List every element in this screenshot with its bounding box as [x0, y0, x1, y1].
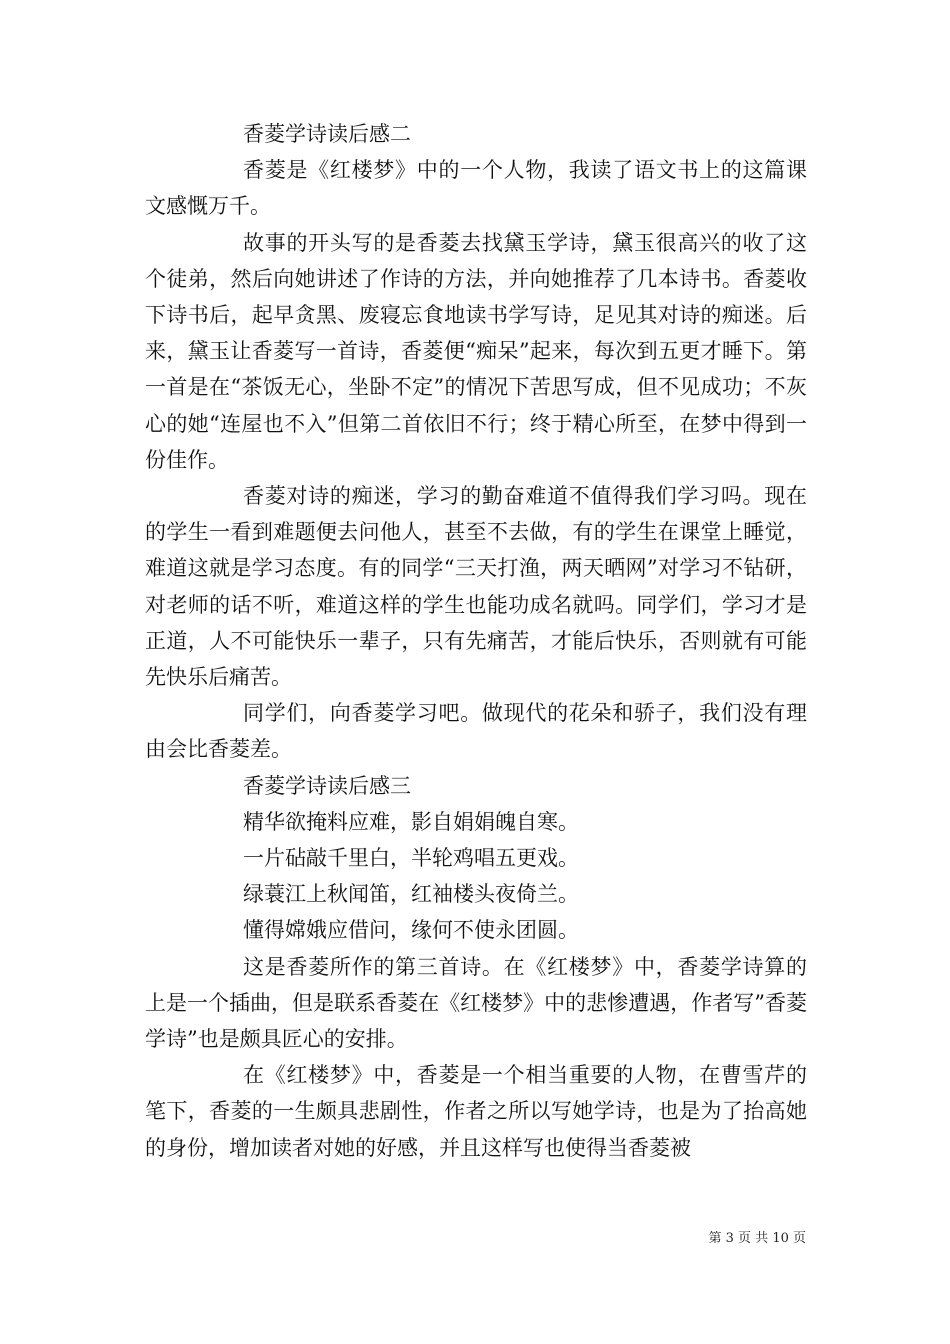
paragraph: 故事的开头写的是香菱去找黛玉学诗，黛玉很高兴的收了这个徒弟，然后向她讲述了作诗的方法，并向她推荐了几本诗书。香菱收下诗书后，起早贪黑、废寝忘食地读书学写诗，足见其对诗的痴迷。后来，黛玉让香菱写一首诗，香菱便“痴呆”起来，每次到五更才睡下。第一首是在“茶饭无心，坐卧不定”的情况下苦思写成，但不见成功；不灰心的她“连屋也不入”但第二首依旧不行；终于精心所至，在梦中得到一份佳作。	[145, 230, 807, 472]
document-body	[145, 116, 807, 1166]
poem-line: 精华欲掩料应难，影自娟娟魄自寒。	[243, 809, 579, 834]
poem-line: 绿蓑江上秋闻笛，红袖楼头夜倚兰。	[243, 882, 579, 907]
page-number: 第 3 页 共 10 页	[708, 1231, 806, 1246]
poem-line: 懂得嫦娥应借问，缘何不使永团圆。	[243, 918, 579, 943]
section-title: 香菱学诗读后感二	[243, 122, 411, 146]
paragraph: 香菱是《红楼梦》中的一个人物，我读了语文书上的这篇课文感慨万千。	[145, 158, 807, 219]
paragraph: 这是香菱所作的第三首诗。在《红楼梦》中，香菱学诗算的上是一个插曲，但是联系香菱在《红楼梦》中的悲惨遭遇，作者写”香菱学诗”也是颇具匠心的安排。	[145, 954, 807, 1052]
paragraph: 在《红楼梦》中，香菱是一个相当重要的人物，在曹雪芹的笔下，香菱的一生颇具悲剧性，作者之所以写她学诗，也是为了抬高她的身份，增加读者对她的好感，并且这样写也使得当香菱被	[145, 1063, 807, 1160]
poem-line: 一片砧敲千里白，半轮鸡唱五更戏。	[243, 846, 579, 871]
section-title: 香菱学诗读后感三	[243, 773, 411, 798]
paragraph: 同学们，向香菱学习吧。做现代的花朵和骄子，我们没有理由会比香菱差。	[145, 701, 807, 762]
paragraph: 香菱对诗的痴迷，学习的勤奋难道不值得我们学习吗。现在的学生一看到难题便去问他人，甚至不去做，有的学生在课堂上睡觉，难道这就是学习态度。有的同学“三天打渔，两天晒网”对学习不钻研，对老师的话不听，难道这样的学生也能功成名就吗。同学们，学习才是正道，人不可能快乐一辈子，只有先痛苦，才能后快乐，否则就有可能先快乐后痛苦。	[145, 484, 807, 690]
